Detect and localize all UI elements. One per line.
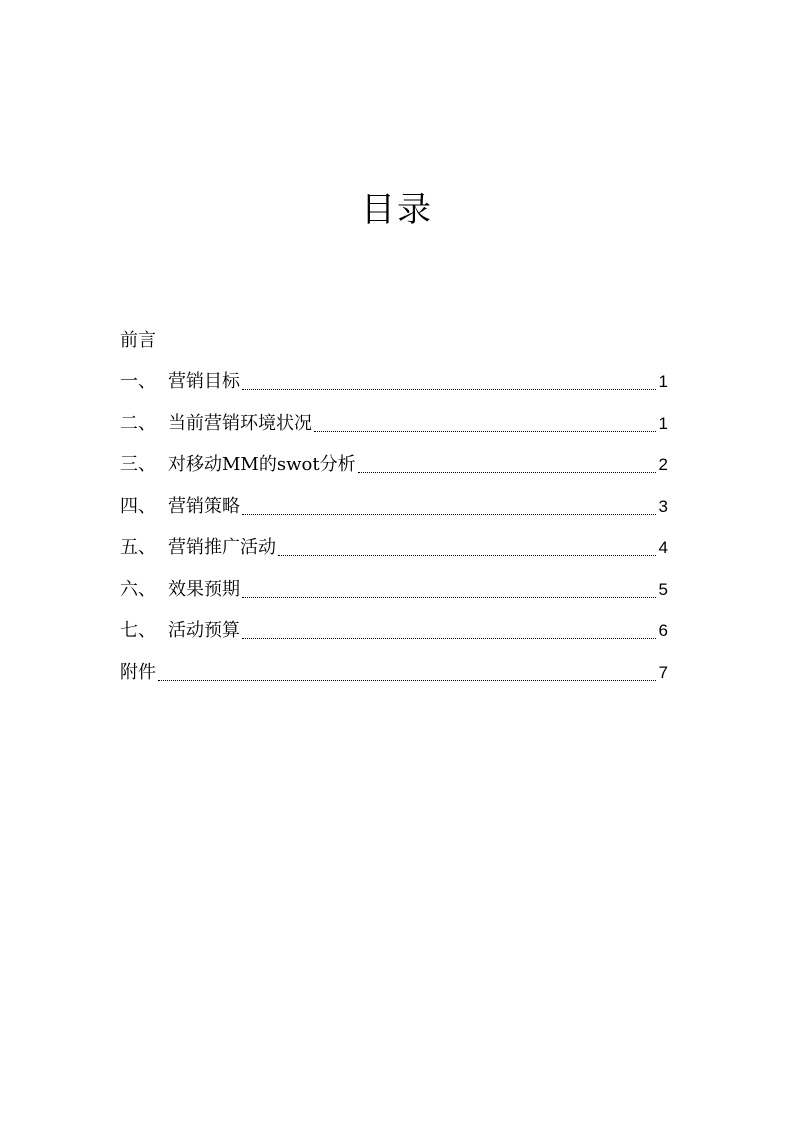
toc-entry-page: 1 — [658, 372, 668, 391]
toc-entry-page: 4 — [658, 538, 668, 557]
toc-entry-4[interactable] — [120, 478, 668, 520]
toc-entry-label: 营销推广活动 — [168, 537, 276, 558]
toc-entry-6[interactable] — [120, 561, 668, 603]
toc-dot-leader — [158, 680, 656, 681]
toc-entry-label: 活动预算 — [168, 620, 240, 641]
toc-entry-2[interactable] — [120, 395, 668, 437]
toc-entry-number: 五、 — [120, 537, 156, 558]
toc-dot-leader — [314, 431, 656, 432]
toc-entry-label: 营销策略 — [168, 495, 240, 517]
toc-entry-page: 3 — [658, 496, 668, 516]
toc-entry-number: 一、 — [120, 371, 156, 392]
toc-entry-appendix[interactable] — [120, 644, 668, 686]
toc-entry-number: 七、 — [120, 620, 156, 641]
toc-dot-leader — [358, 472, 656, 473]
toc-entry-label: 附件 — [120, 661, 156, 683]
toc-dot-leader — [242, 514, 656, 515]
toc-entry-number: 四、 — [120, 495, 156, 517]
toc-entry-label: 对移动MM的swot分析 — [168, 454, 356, 475]
toc-entry-7[interactable] — [120, 603, 668, 645]
toc-entry-label: 营销目标 — [168, 371, 240, 392]
toc-entry-number: 六、 — [120, 578, 156, 600]
toc-entry-1[interactable] — [120, 354, 668, 396]
toc-entry-number: 二、 — [120, 412, 156, 434]
toc-entry-label: 前言 — [120, 329, 156, 351]
toc-entry-page: 2 — [658, 455, 668, 474]
toc-dot-leader — [242, 389, 656, 390]
toc-dot-leader — [242, 638, 656, 639]
toc-entry-3[interactable] — [120, 437, 668, 479]
toc-entry-page: 6 — [658, 621, 668, 640]
toc-entry-5[interactable] — [120, 520, 668, 562]
toc-dot-leader — [242, 597, 656, 598]
toc-entry-number: 三、 — [120, 454, 156, 475]
toc-dot-leader — [278, 555, 656, 556]
toc-entry-label: 当前营销环境状况 — [168, 412, 312, 434]
table-of-contents — [120, 312, 668, 686]
toc-entry-preface[interactable] — [120, 312, 668, 354]
toc-entry-label: 效果预期 — [168, 578, 240, 600]
toc-title: 目录 — [361, 190, 433, 230]
toc-entry-page: 5 — [658, 579, 668, 599]
toc-entry-page: 7 — [658, 662, 668, 682]
toc-entry-page: 1 — [658, 413, 668, 433]
